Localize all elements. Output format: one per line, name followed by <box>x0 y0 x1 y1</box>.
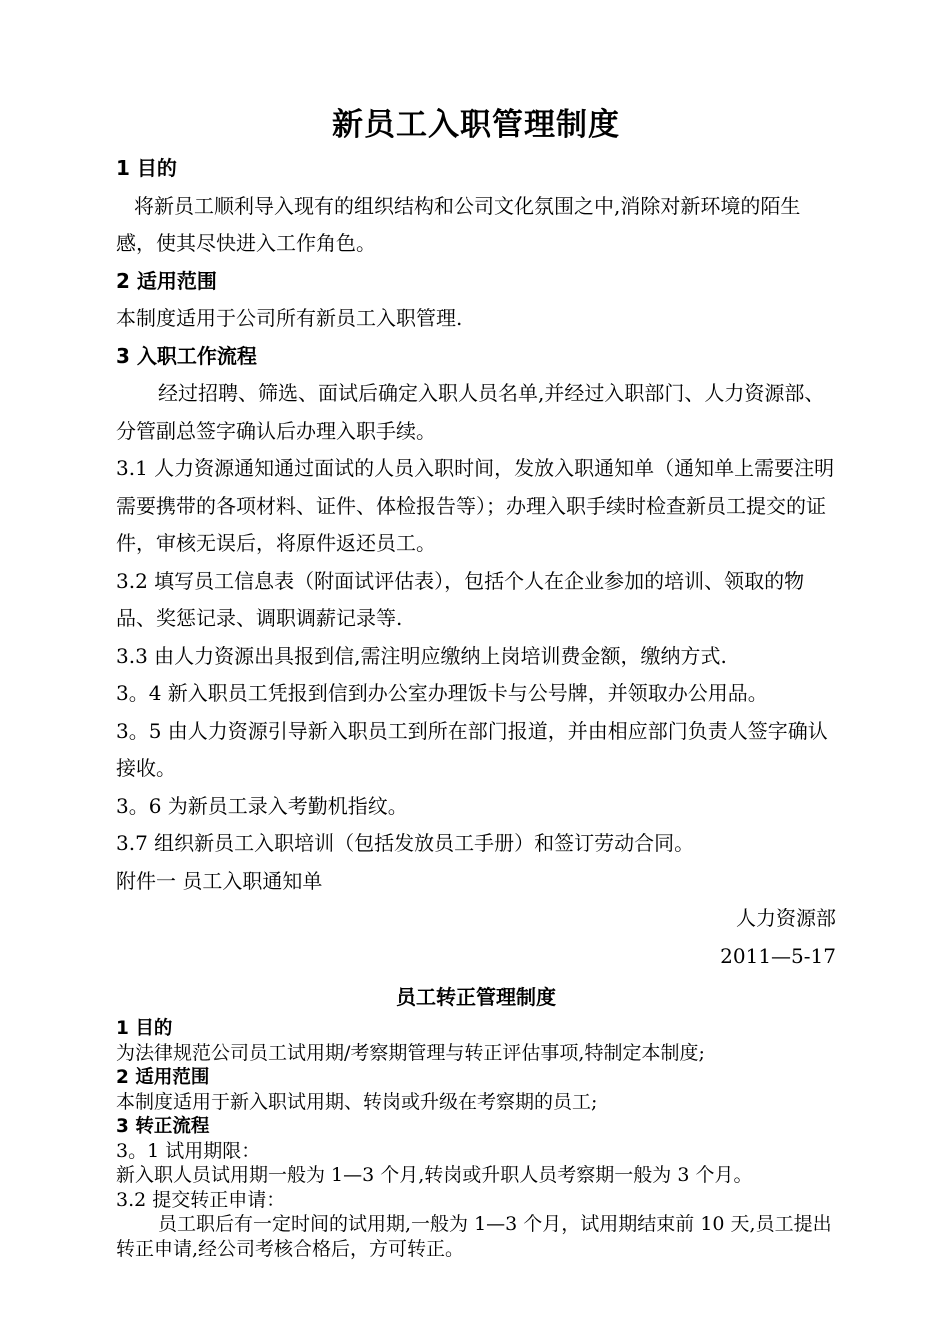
document-title-probation: 员工转正管理制度 <box>396 985 556 1009</box>
paragraph: 3.7 组织新员工入职培训（包括发放员工手册）和签订劳动合同。 <box>116 831 695 855</box>
section-heading: 3 转正流程 <box>116 1115 210 1137</box>
section-heading: 1 目的 <box>116 156 177 180</box>
paragraph: 3。4 新入职员工凭报到信到办公室办理饭卡与公号牌，并领取办公用品。 <box>116 681 768 705</box>
paragraph: 附件一 员工入职通知单 <box>116 868 323 893</box>
paragraph: 3。6 为新员工录入考勤机指纹。 <box>116 793 408 818</box>
document-body-onboarding <box>116 150 836 975</box>
document-page <box>116 100 836 1261</box>
section-heading: 2 适用范围 <box>116 268 217 293</box>
paragraph: 为法律规范公司员工试用期/考察期管理与转正评估事项,特制定本制度; <box>116 1042 705 1065</box>
document-body-probation <box>116 1017 836 1261</box>
paragraph: 本制度适用于公司所有新员工入职管理. <box>116 306 463 330</box>
paragraph: 3.1 人力资源通知通过面试的人员入职时间，发放入职通知单（通知单上需要注明需要携带的各项材料、证件、体检报告等）；办理入职手续时检查新员工提交的证件，审核无误后，将原件返还员工。 <box>116 456 835 555</box>
paragraph: 经过招聘、筛选、面试后确定入职人员名单,并经过入职部门、人力资源部、分管副总签字确认后办理入职手续。 <box>116 381 825 443</box>
paragraph: 新入职人员试用期一般为 1—3 个月,转岗或升职人员考察期一般为 3 个月。 <box>116 1164 753 1187</box>
section-heading: 3 入职工作流程 <box>116 343 257 368</box>
section-heading: 1 目的 <box>116 1018 173 1039</box>
signature-line: 2011—5-17 <box>720 943 836 968</box>
paragraph: 3。1 试用期限： <box>116 1140 261 1163</box>
document-title: 新员工入职管理制度 <box>332 107 620 143</box>
paragraph: 3.2 填写员工信息表（附面试评估表），包括个人在企业参加的培训、领取的物品、奖惩记录、调职调薪记录等. <box>116 568 805 630</box>
signature-line: 人力资源部 <box>736 906 836 930</box>
paragraph: 员工职后有一定时间的试用期,一般为 1—3 个月，试用期结束前 10 天,员工提出转正申请,经公司考核合格后，方可转正。 <box>116 1213 832 1260</box>
paragraph: 3。5 由人力资源引导新入职员工到所在部门报道，并由相应部门负责人签字确认接收。 <box>116 718 828 780</box>
section-heading: 2 适用范围 <box>116 1066 210 1088</box>
paragraph: 将新员工顺利导入现有的组织结构和公司文化氛围之中,消除对新环境的陌生感，使其尽快进入工作角色。 <box>116 193 801 255</box>
paragraph: 3.3 由人力资源出具报到信,需注明应缴纳上岗培训费金额，缴纳方式. <box>116 643 727 668</box>
paragraph: 3.2 提交转正申请： <box>116 1188 286 1211</box>
paragraph: 本制度适用于新入职试用期、转岗或升级在考察期的员工; <box>116 1091 598 1114</box>
